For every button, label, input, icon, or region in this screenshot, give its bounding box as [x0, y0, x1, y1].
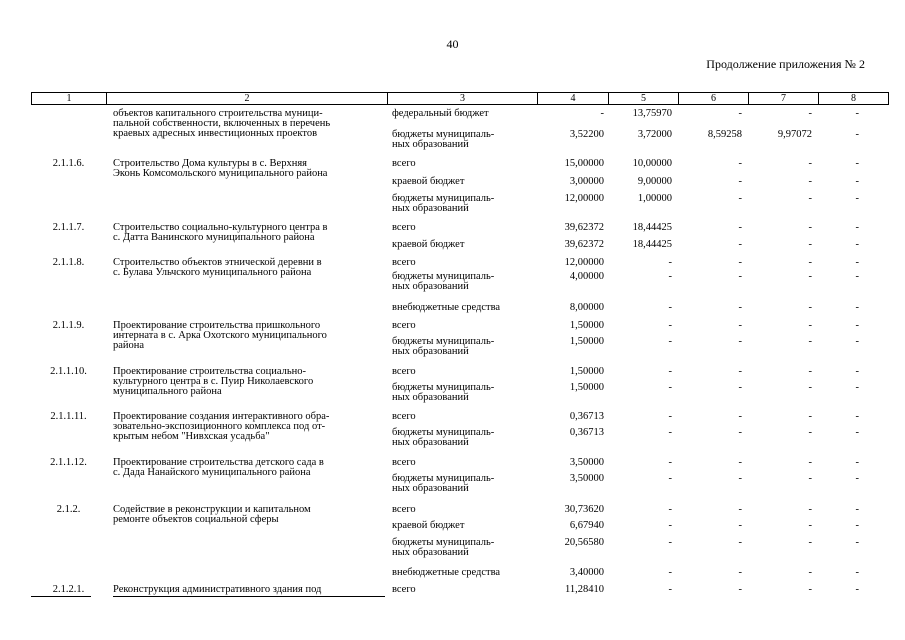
value-cell: -: [738, 411, 742, 422]
value-cell: -: [668, 567, 672, 578]
value-cell: -: [855, 382, 859, 393]
continuation-note: Продолжение приложения № 2: [706, 57, 865, 71]
row-name: объектов капитального строительства муници- пальной собственности, включенных в перечень краевых адресных инвестиционных проектов: [113, 108, 331, 139]
value-cell: -: [808, 457, 812, 468]
value-cell: -: [855, 257, 859, 268]
value-cell: -: [808, 366, 812, 377]
value-cell: -: [808, 537, 812, 548]
value-cell: -: [808, 193, 812, 204]
value-cell: -: [668, 320, 672, 331]
value-cell: -: [855, 239, 859, 250]
row-name: Проектирование строительства пришкольного интерната в с. Арка Охотского муниципального района: [113, 320, 327, 351]
row-name: Реконструкция административного здания под: [113, 584, 322, 595]
value-cell: -: [855, 193, 859, 204]
value-cell: 11,28410: [565, 584, 604, 595]
value-cell: -: [738, 537, 742, 548]
column-header: 2: [107, 93, 388, 105]
funding-source: бюджеты муниципаль- ных образований: [392, 271, 495, 292]
value-cell: 1,00000: [637, 193, 672, 204]
value-cell: -: [738, 584, 742, 595]
funding-source: внебюджетные средства: [392, 567, 501, 578]
column-header: 5: [609, 93, 679, 105]
value-cell: -: [855, 176, 859, 187]
value-cell: -: [808, 302, 812, 313]
funding-source: всего: [392, 222, 416, 233]
row-name: Строительство социально-культурного центра в с. Датта Ванинского муниципального района: [113, 222, 328, 243]
value-cell: -: [668, 457, 672, 468]
value-cell: 3,50000: [569, 457, 604, 468]
value-cell: -: [808, 427, 812, 438]
value-cell: -: [738, 567, 742, 578]
value-cell: -: [855, 158, 859, 169]
value-cell: 10,00000: [632, 158, 672, 169]
value-cell: -: [808, 239, 812, 250]
column-header: 6: [679, 93, 749, 105]
row-number: 2.1.1.12.: [50, 457, 87, 468]
value-cell: 3,72000: [637, 129, 672, 140]
value-cell: 39,62372: [564, 239, 604, 250]
row-underline: [113, 596, 385, 597]
value-cell: -: [808, 320, 812, 331]
value-cell: -: [808, 520, 812, 531]
value-cell: -: [808, 336, 812, 347]
value-cell: -: [808, 504, 812, 515]
value-cell: -: [738, 457, 742, 468]
funding-source: всего: [392, 457, 416, 468]
row-name: Проектирование строительства социально- культурного центра в с. Пуир Николаевского муниципального района: [113, 366, 314, 397]
value-cell: -: [738, 473, 742, 484]
funding-source: бюджеты муниципаль- ных образований: [392, 336, 495, 357]
value-cell: -: [668, 584, 672, 595]
funding-source: всего: [392, 584, 416, 595]
value-cell: -: [738, 366, 742, 377]
value-cell: -: [738, 158, 742, 169]
funding-source: всего: [392, 320, 416, 331]
value-cell: 13,75970: [632, 108, 672, 119]
value-cell: 3,52200: [569, 129, 604, 140]
value-cell: 1,50000: [569, 320, 604, 331]
value-cell: 1,50000: [569, 336, 604, 347]
funding-source: краевой бюджет: [392, 239, 465, 250]
value-cell: -: [808, 411, 812, 422]
value-cell: 3,40000: [569, 567, 604, 578]
funding-source: всего: [392, 158, 416, 169]
value-cell: -: [668, 537, 672, 548]
value-cell: -: [668, 271, 672, 282]
funding-source: всего: [392, 504, 416, 515]
value-cell: -: [855, 567, 859, 578]
row-name: Строительство Дома культуры в с. Верхняя Эконь Комсомольского муниципального района: [113, 158, 328, 179]
funding-source: внебюджетные средства: [392, 302, 501, 313]
funding-source: бюджеты муниципаль- ных образований: [392, 193, 495, 214]
funding-source: краевой бюджет: [392, 520, 465, 531]
value-cell: 39,62372: [564, 222, 604, 233]
value-cell: -: [855, 366, 859, 377]
value-cell: -: [738, 320, 742, 331]
value-cell: -: [738, 176, 742, 187]
value-cell: -: [738, 193, 742, 204]
row-underline: [31, 596, 91, 597]
value-cell: 30,73620: [564, 504, 604, 515]
row-name: Содействие в реконструкции и капитальном ремонте объектов социальной сферы: [113, 504, 311, 525]
column-header: 3: [388, 93, 538, 105]
value-cell: -: [738, 427, 742, 438]
value-cell: -: [808, 567, 812, 578]
value-cell: 12,00000: [564, 257, 604, 268]
value-cell: -: [808, 108, 812, 119]
value-cell: -: [808, 257, 812, 268]
value-cell: -: [855, 411, 859, 422]
value-cell: -: [738, 302, 742, 313]
value-cell: -: [855, 129, 859, 140]
column-header: 1: [32, 93, 107, 105]
value-cell: -: [668, 336, 672, 347]
value-cell: -: [668, 504, 672, 515]
value-cell: -: [855, 108, 859, 119]
value-cell: -: [808, 222, 812, 233]
value-cell: -: [855, 222, 859, 233]
value-cell: -: [808, 176, 812, 187]
value-cell: -: [668, 302, 672, 313]
value-cell: -: [668, 257, 672, 268]
column-header: 8: [819, 93, 889, 105]
funding-source: всего: [392, 411, 416, 422]
value-cell: -: [668, 382, 672, 393]
funding-source: всего: [392, 257, 416, 268]
value-cell: -: [738, 222, 742, 233]
value-cell: 20,56580: [564, 537, 604, 548]
funding-source: всего: [392, 366, 416, 377]
row-number: 2.1.1.6.: [52, 158, 85, 169]
funding-source: бюджеты муниципаль- ных образований: [392, 382, 495, 403]
row-name: Строительство объектов этнической деревни в с. Булава Ульчского муниципального района: [113, 257, 322, 278]
value-cell: 3,00000: [569, 176, 604, 187]
funding-source: бюджеты муниципаль- ных образований: [392, 537, 495, 558]
value-cell: -: [808, 382, 812, 393]
value-cell: 8,59258: [707, 129, 742, 140]
value-cell: -: [738, 271, 742, 282]
value-cell: -: [738, 336, 742, 347]
value-cell: -: [855, 336, 859, 347]
value-cell: -: [855, 473, 859, 484]
value-cell: 4,00000: [569, 271, 604, 282]
funding-source: бюджеты муниципаль- ных образований: [392, 473, 495, 494]
funding-source: бюджеты муниципаль- ных образований: [392, 427, 495, 448]
value-cell: -: [855, 427, 859, 438]
value-cell: -: [855, 320, 859, 331]
value-cell: -: [855, 457, 859, 468]
page-number: 40: [446, 37, 459, 51]
value-cell: -: [738, 239, 742, 250]
value-cell: -: [855, 504, 859, 515]
value-cell: -: [738, 520, 742, 531]
value-cell: -: [855, 271, 859, 282]
value-cell: -: [808, 158, 812, 169]
value-cell: 3,50000: [569, 473, 604, 484]
row-number: 2.1.2.: [56, 504, 81, 515]
value-cell: -: [855, 537, 859, 548]
row-number: 2.1.1.11.: [50, 411, 87, 422]
column-header: 7: [749, 93, 819, 105]
value-cell: 18,44425: [632, 222, 672, 233]
value-cell: 1,50000: [569, 366, 604, 377]
value-cell: -: [855, 520, 859, 531]
value-cell: -: [855, 584, 859, 595]
row-number: 2.1.1.9.: [52, 320, 85, 331]
value-cell: -: [600, 108, 604, 119]
value-cell: -: [738, 504, 742, 515]
row-number: 2.1.1.10.: [50, 366, 87, 377]
row-number: 2.1.2.1.: [52, 584, 85, 595]
value-cell: 0,36713: [569, 427, 604, 438]
funding-source: федеральный бюджет: [392, 108, 489, 119]
value-cell: 9,97072: [777, 129, 812, 140]
value-cell: -: [738, 382, 742, 393]
funding-source: краевой бюджет: [392, 176, 465, 187]
value-cell: -: [808, 271, 812, 282]
value-cell: 1,50000: [569, 382, 604, 393]
value-cell: 0,36713: [569, 411, 604, 422]
row-number: 2.1.1.8.: [52, 257, 85, 268]
value-cell: -: [668, 473, 672, 484]
value-cell: -: [738, 108, 742, 119]
value-cell: 8,00000: [569, 302, 604, 313]
row-name: Проектирование создания интерактивного обра- зовательно-экспозиционного комплекса под от- крытым небом "Нивхская усадьба": [113, 411, 330, 442]
column-header: 4: [538, 93, 609, 105]
value-cell: -: [668, 411, 672, 422]
value-cell: -: [808, 473, 812, 484]
value-cell: -: [668, 366, 672, 377]
value-cell: 6,67940: [569, 520, 604, 531]
funding-source: бюджеты муниципаль- ных образований: [392, 129, 495, 150]
value-cell: -: [668, 427, 672, 438]
value-cell: -: [808, 584, 812, 595]
value-cell: 9,00000: [637, 176, 672, 187]
value-cell: 12,00000: [564, 193, 604, 204]
row-number: 2.1.1.7.: [52, 222, 85, 233]
value-cell: 18,44425: [632, 239, 672, 250]
row-name: Проектирование строительства детского сада в с. Дада Нанайского муниципального района: [113, 457, 324, 478]
value-cell: -: [668, 520, 672, 531]
value-cell: 15,00000: [564, 158, 604, 169]
value-cell: -: [855, 302, 859, 313]
value-cell: -: [738, 257, 742, 268]
